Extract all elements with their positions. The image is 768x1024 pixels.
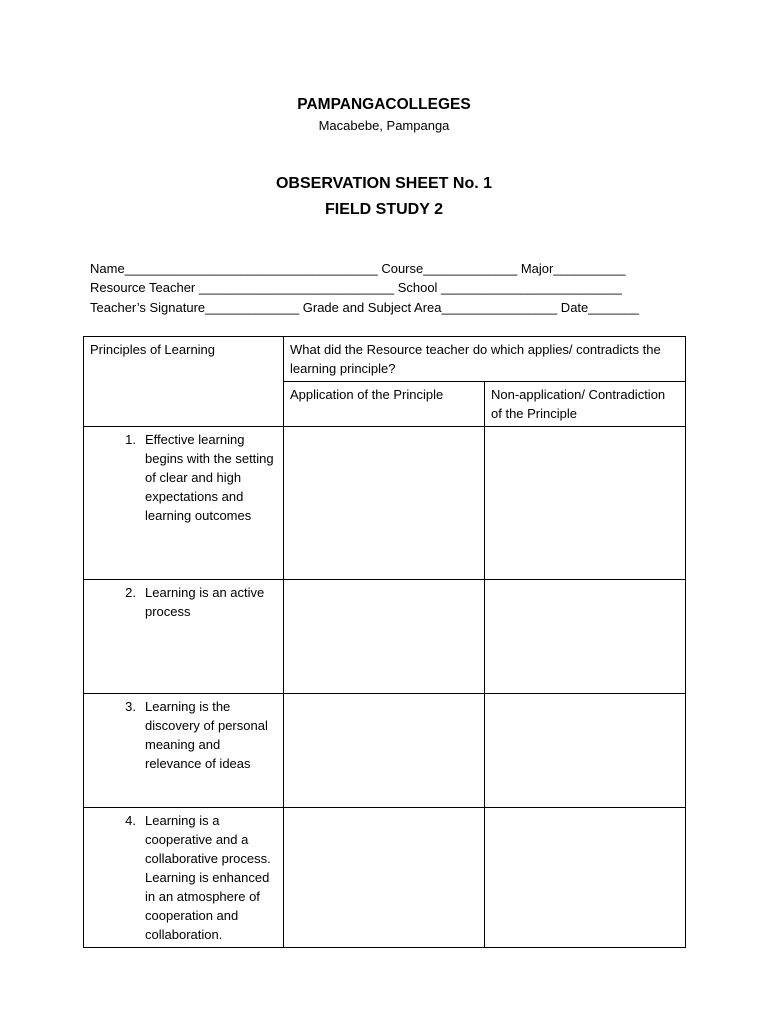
application-cell[interactable] bbox=[284, 580, 485, 694]
table-row bbox=[84, 694, 686, 808]
sheet-title: OBSERVATION SHEET No. 1 bbox=[275, 175, 493, 192]
principle-cell bbox=[84, 808, 284, 948]
nonapplication-cell[interactable] bbox=[485, 694, 686, 808]
form-line-signature-grade-date: Teacher’s Signature_____________ Grade and Subject Area________________ Date_______ bbox=[90, 300, 639, 315]
application-header: Application of the Principle bbox=[284, 382, 485, 427]
college-location: Macabebe, Pampanga bbox=[318, 118, 450, 133]
principle-number: 3. bbox=[125, 699, 136, 714]
table-row bbox=[84, 427, 686, 580]
nonapplication-header: Non-application/ Contradiction of the Principle bbox=[485, 382, 686, 427]
college-name: PAMPANGACOLLEGES bbox=[297, 96, 471, 113]
application-cell[interactable] bbox=[284, 694, 485, 808]
principle-text: Learning is an active process bbox=[145, 585, 265, 619]
principles-header: Principles of Learning bbox=[84, 337, 284, 427]
application-cell[interactable] bbox=[284, 808, 485, 948]
principle-cell bbox=[84, 694, 284, 808]
form-line-name-course-major: Name___________________________________ Course_____________ Major__________ bbox=[90, 261, 626, 276]
nonapplication-cell[interactable] bbox=[485, 427, 686, 580]
principle-number: 2. bbox=[125, 585, 136, 600]
principle-text: Effective learning begins with the setting of clear and high expectations and learning outcomes bbox=[145, 432, 274, 523]
nonapplication-cell[interactable] bbox=[485, 580, 686, 694]
principle-number: 4. bbox=[125, 813, 136, 828]
form-line-resource-teacher-school: Resource Teacher ___________________________ School _________________________ bbox=[90, 280, 622, 295]
nonapplication-cell[interactable] bbox=[485, 808, 686, 948]
principle-number: 1. bbox=[125, 432, 136, 447]
subject-title: FIELD STUDY 2 bbox=[325, 201, 443, 218]
table-row bbox=[84, 808, 686, 948]
principle-text: Learning is a cooperative and a collaborative process. Learning is enhanced in an atmosphere of cooperation and collaboration. bbox=[145, 813, 271, 942]
table-row bbox=[84, 580, 686, 694]
question-header: What did the Resource teacher do which applies/ contradicts the learning principle? bbox=[284, 337, 686, 382]
principle-text: Learning is the discovery of personal meaning and relevance of ideas bbox=[145, 699, 268, 771]
observation-table bbox=[83, 336, 686, 948]
application-cell[interactable] bbox=[284, 427, 485, 580]
principle-cell bbox=[84, 427, 284, 580]
principle-cell bbox=[84, 580, 284, 694]
